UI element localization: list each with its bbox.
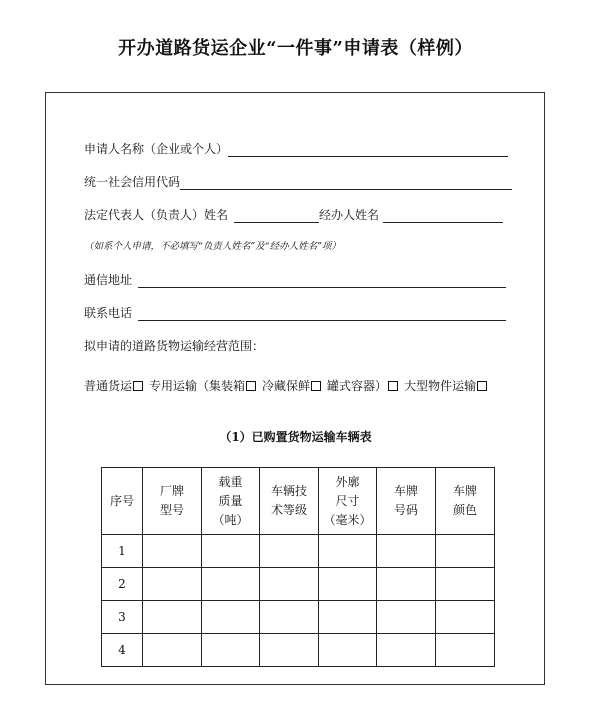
applicant-field[interactable] <box>228 142 508 157</box>
scope-options <box>84 377 487 394</box>
table-cell[interactable] <box>436 601 495 634</box>
phone-row <box>84 304 506 321</box>
table-cell[interactable] <box>260 568 319 601</box>
checkbox-icon[interactable] <box>311 381 321 391</box>
table-cell[interactable] <box>319 568 377 601</box>
table-cell[interactable] <box>260 601 319 634</box>
table-cell[interactable] <box>202 535 260 568</box>
credit-code-row <box>84 173 512 190</box>
table-cell[interactable] <box>319 601 377 634</box>
table-cell[interactable] <box>202 601 260 634</box>
row-number: 4 <box>102 634 143 667</box>
header-cell: 载重 质量 （吨） <box>202 468 260 535</box>
note-text: （如系个人申请，不必填写“负责人姓名”及“经办人姓名”项） <box>84 241 341 252</box>
table-row <box>102 535 495 568</box>
table-cell[interactable] <box>377 634 436 667</box>
legal-rep-label: 法定代表人（负责人）姓名 <box>84 208 229 222</box>
header-cell: 序号 <box>102 468 143 535</box>
vehicle-table <box>101 467 495 667</box>
agent-label: 经办人姓名 <box>319 208 380 222</box>
table-cell[interactable] <box>319 634 377 667</box>
table-cell[interactable] <box>377 568 436 601</box>
checkbox-icon[interactable] <box>388 381 398 391</box>
table-cell[interactable] <box>143 535 202 568</box>
scope-option[interactable]: 专用运输（集装箱 <box>149 377 256 394</box>
header-cell: 车牌 号码 <box>377 468 436 535</box>
table-cell[interactable] <box>143 568 202 601</box>
scope-option[interactable]: 大型物件运输 <box>404 377 487 394</box>
table-row <box>102 568 495 601</box>
table-cell[interactable] <box>143 634 202 667</box>
header-cell: 外廓 尺寸 （毫米） <box>319 468 377 535</box>
table-cell[interactable] <box>436 568 495 601</box>
row-number: 2 <box>102 568 143 601</box>
scope-heading-row <box>84 337 264 354</box>
applicant-label: 申请人名称（企业或个人） <box>84 142 229 156</box>
table-cell[interactable] <box>436 535 495 568</box>
table-cell[interactable] <box>143 601 202 634</box>
scope-option[interactable]: 罐式容器） <box>327 377 398 394</box>
phone-field[interactable] <box>138 306 506 321</box>
table-cell[interactable] <box>202 634 260 667</box>
table-row <box>102 601 495 634</box>
header-cell: 厂牌 型号 <box>143 468 202 535</box>
table-cell[interactable] <box>260 634 319 667</box>
table-cell[interactable] <box>319 535 377 568</box>
credit-code-field[interactable] <box>180 175 512 190</box>
table-cell[interactable] <box>260 535 319 568</box>
checkbox-icon[interactable] <box>133 381 143 391</box>
credit-code-label: 统一社会信用代码 <box>84 175 181 189</box>
table-row <box>102 634 495 667</box>
checkbox-icon[interactable] <box>477 381 487 391</box>
table-title: （1）已购置货物运输车辆表 <box>219 430 372 444</box>
row-number: 1 <box>102 535 143 568</box>
address-row <box>84 271 506 288</box>
table-cell[interactable] <box>436 634 495 667</box>
address-field[interactable] <box>138 273 506 288</box>
table-cell[interactable] <box>377 535 436 568</box>
checkbox-icon[interactable] <box>246 381 256 391</box>
scope-option[interactable]: 普通货运 <box>84 377 143 394</box>
table-cell[interactable] <box>377 601 436 634</box>
scope-option[interactable]: 冷藏保鲜 <box>262 377 321 394</box>
page-title: 开办道路货运企业“一件事”申请表（样例） <box>118 38 473 59</box>
address-label: 通信地址 <box>84 273 133 287</box>
table-cell[interactable] <box>202 568 260 601</box>
header-cell: 车辆技 术等级 <box>260 468 319 535</box>
phone-label: 联系电话 <box>84 306 133 320</box>
legal-rep-row <box>84 206 503 223</box>
table-header-row <box>102 468 495 535</box>
legal-rep-field[interactable] <box>234 208 319 223</box>
agent-field[interactable] <box>383 208 503 223</box>
header-cell: 车牌 颜色 <box>436 468 495 535</box>
row-number: 3 <box>102 601 143 634</box>
applicant-row <box>84 140 508 157</box>
scope-label: 拟申请的道路货物运输经营范围： <box>84 339 265 353</box>
